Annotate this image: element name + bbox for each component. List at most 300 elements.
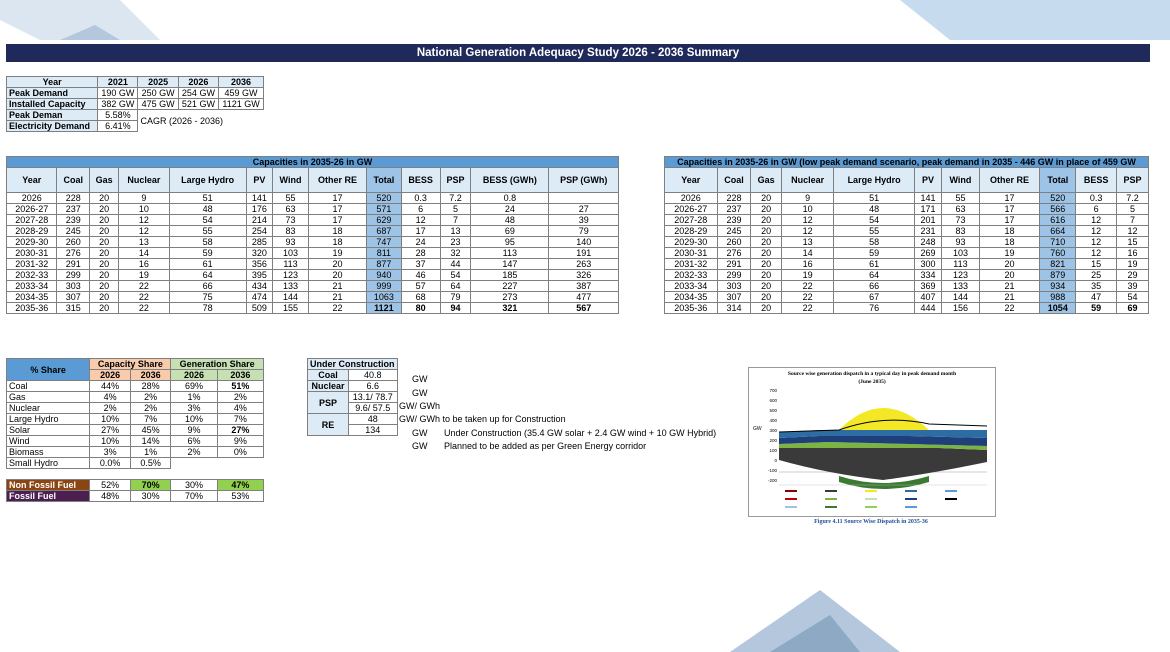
cap-table-cell: 0.8 <box>471 193 549 204</box>
share-cell: 1% <box>130 447 171 458</box>
cap-table-cell: 0.3 <box>401 193 440 204</box>
cap-table-cell: 23 <box>440 237 471 248</box>
share-row-label: Small Hydro <box>7 458 90 469</box>
figure-ylabel: GW <box>753 426 762 432</box>
share-cell: 51% <box>217 381 263 392</box>
cap-table-cell: 6 <box>401 204 440 215</box>
share-cell: 3% <box>171 403 217 414</box>
summary-cell: 250 GW <box>138 88 178 99</box>
uc-coal-unit: GW <box>412 374 428 384</box>
low-table-row <box>665 281 1149 292</box>
low-table-header-cell: PV <box>914 168 942 193</box>
share-cell: 9% <box>217 436 263 447</box>
cap-table-cell: 263 <box>549 259 619 270</box>
share-cell: 14% <box>130 436 171 447</box>
cap-table-cell: 18 <box>308 237 366 248</box>
low-table-cell: 291 <box>717 259 751 270</box>
cap-table-cell: 68 <box>401 292 440 303</box>
share-cell: 7% <box>130 414 171 425</box>
low-table-cell: 21 <box>979 292 1040 303</box>
cap-table-header-cell: PSP <box>440 168 471 193</box>
cap-table-cell: 214 <box>246 215 273 226</box>
uc-nuclear-unit: GW <box>412 388 428 398</box>
cap-table-cell: 2033-34 <box>7 281 57 292</box>
cap-table-cell: 20 <box>89 226 118 237</box>
low-table-row <box>665 259 1149 270</box>
cap-table-row <box>7 303 619 314</box>
cap-table-cell: 140 <box>549 237 619 248</box>
low-table-cell: 2026-27 <box>665 204 718 215</box>
low-table-cell: 55 <box>942 193 979 204</box>
cap-table-cell: 13 <box>119 237 169 248</box>
low-table-cell: 2028-29 <box>665 226 718 237</box>
cap-table-cell: 113 <box>273 259 309 270</box>
low-table-cell: 879 <box>1040 270 1076 281</box>
summary-header-2026: 2026 <box>178 77 218 88</box>
cap-table-cell: 273 <box>471 292 549 303</box>
uc-nuclear-value: 6.6 <box>348 381 397 392</box>
cap-table-cell: 93 <box>273 237 309 248</box>
low-table-cell: 14 <box>781 248 834 259</box>
low-table-cell: 10 <box>781 204 834 215</box>
share-row <box>7 447 264 458</box>
cap-table-cell: 57 <box>401 281 440 292</box>
low-table-cell: 16 <box>781 259 834 270</box>
low-table-cell: 5 <box>1116 204 1148 215</box>
share-cell: 28% <box>130 381 171 392</box>
cap-table-cell: 22 <box>119 292 169 303</box>
cap-table-cell: 18 <box>308 226 366 237</box>
uc-psp-note: GW/ GWh to be taken up for Construction <box>399 414 566 424</box>
low-table-cell: 20 <box>979 270 1040 281</box>
cagr-value: 5.58% <box>98 110 138 121</box>
figure-ytick: 300 <box>769 428 777 433</box>
low-table-cell: 710 <box>1040 237 1076 248</box>
fuel-cell: 70% <box>171 491 217 502</box>
cap-table-cell: 17 <box>308 193 366 204</box>
low-table-cell: 2030-31 <box>665 248 718 259</box>
low-table-cell: 269 <box>914 248 942 259</box>
cap-table-cell: 999 <box>367 281 401 292</box>
share-cell: 2% <box>130 392 171 403</box>
low-table-cell: 73 <box>942 215 979 226</box>
cap-table-cell: 54 <box>440 270 471 281</box>
share-cell: 4% <box>217 403 263 414</box>
cap-table-cell: 687 <box>367 226 401 237</box>
uc-row <box>308 414 398 425</box>
cap-table-cell: 20 <box>89 193 118 204</box>
cap-table-cell: 123 <box>273 270 309 281</box>
cap-table-cell: 95 <box>471 237 549 248</box>
cap-table-cell: 2032-33 <box>7 270 57 281</box>
cap-table-row <box>7 204 619 215</box>
cap-table-cell: 239 <box>57 215 90 226</box>
uc-title: Under Construction <box>308 359 398 370</box>
low-table-cell: 171 <box>914 204 942 215</box>
summary-cell: 475 GW <box>138 99 178 110</box>
low-table-cell: 123 <box>942 270 979 281</box>
cap-table-cell: 37 <box>401 259 440 270</box>
low-table-cell: 54 <box>1116 292 1148 303</box>
low-table-cell: 300 <box>914 259 942 270</box>
cagr-value: 6.41% <box>98 121 138 132</box>
cap-table-header-cell: PSP (GWh) <box>549 168 619 193</box>
low-table-cell: 20 <box>751 204 781 215</box>
low-table-cell: 2032-33 <box>665 270 718 281</box>
fuel-cell: 47% <box>217 480 263 491</box>
low-table-cell: 59 <box>834 248 914 259</box>
figure-yticks <box>761 388 779 483</box>
low-table-cell: 20 <box>751 215 781 226</box>
cap-table-cell: 321 <box>471 303 549 314</box>
cap-table-cell: 12 <box>119 215 169 226</box>
low-table-cell: 22 <box>781 303 834 314</box>
cap-table-header-cell: Nuclear <box>119 168 169 193</box>
low-table-cell: 22 <box>781 292 834 303</box>
low-table-cell: 20 <box>751 281 781 292</box>
cap-table-cell: 69 <box>471 226 549 237</box>
fuel-cell: 70% <box>130 480 171 491</box>
share-row-label: Coal <box>7 381 90 392</box>
share-cell: 2% <box>217 392 263 403</box>
share-cell: 2% <box>90 403 131 414</box>
cap-table-header-row <box>7 168 619 193</box>
uc-re-note: Under Construction (35.4 GW solar + 2.4 GW wind + 10 GW Hybrid) <box>444 428 717 438</box>
cap-table-cell: 12 <box>401 215 440 226</box>
low-table-cell: 61 <box>834 259 914 270</box>
cap-table-cell: 24 <box>471 204 549 215</box>
low-table-cell: 12 <box>781 226 834 237</box>
cap-table-cell: 20 <box>308 270 366 281</box>
cap-table-cell: 61 <box>169 259 246 270</box>
cap-table-caption: Capacities in 2035-26 in GW <box>7 157 619 168</box>
cap-table-cell: 2031-32 <box>7 259 57 270</box>
page-title: National Generation Adequacy Study 2026 - 2036 Summary <box>6 44 1150 62</box>
share-cell <box>217 458 263 469</box>
low-table-cell: 66 <box>834 281 914 292</box>
low-table-cell: 22 <box>781 281 834 292</box>
cap-table-row <box>7 215 619 226</box>
share-row <box>7 458 264 469</box>
cap-table-cell: 747 <box>367 237 401 248</box>
cagr-row <box>7 110 264 121</box>
cap-table-cell: 22 <box>119 281 169 292</box>
low-table-cell: 20 <box>979 259 1040 270</box>
cap-table-cell: 20 <box>89 259 118 270</box>
cap-table-cell: 20 <box>89 270 118 281</box>
figure-legend <box>779 486 989 514</box>
cap-table-cell: 434 <box>246 281 273 292</box>
share-row-label: Biomass <box>7 447 90 458</box>
low-table-cell: 988 <box>1040 292 1076 303</box>
low-table-row <box>665 215 1149 226</box>
low-table-cell: 20 <box>751 303 781 314</box>
share-row <box>7 403 264 414</box>
capacities-table <box>6 156 619 314</box>
summary-cell: 382 GW <box>98 99 138 110</box>
summary-row <box>7 88 264 99</box>
low-table-cell: 2033-34 <box>665 281 718 292</box>
share-row <box>7 414 264 425</box>
cap-table-cell: 147 <box>471 259 549 270</box>
figure-ytick: 500 <box>769 408 777 413</box>
cap-table-cell: 28 <box>401 248 440 259</box>
low-table-cell: 934 <box>1040 281 1076 292</box>
cap-table-cell: 307 <box>57 292 90 303</box>
cap-table-cell: 22 <box>119 303 169 314</box>
cap-table-cell: 78 <box>169 303 246 314</box>
cap-table-cell: 245 <box>57 226 90 237</box>
low-table-cell: 369 <box>914 281 942 292</box>
low-table-cell: 156 <box>942 303 979 314</box>
low-table-cell: 12 <box>1076 248 1117 259</box>
low-table-cell: 2027-28 <box>665 215 718 226</box>
uc-coal-label: Coal <box>308 370 349 381</box>
uc-title-row <box>308 359 398 370</box>
cap-table-cell: 51 <box>169 193 246 204</box>
cap-table-cell: 141 <box>246 193 273 204</box>
uc-coal-value: 40.8 <box>348 370 397 381</box>
share-cell: 27% <box>217 425 263 436</box>
low-table-cell: 12 <box>1076 237 1117 248</box>
low-table-cell: 47 <box>1076 292 1117 303</box>
share-cell: 2% <box>171 447 217 458</box>
cap-table-cell: 21 <box>308 281 366 292</box>
share-title: % Share <box>7 359 90 381</box>
low-table-cell: 1054 <box>1040 303 1076 314</box>
low-table-cell: 69 <box>1116 303 1148 314</box>
cap-table-cell: 17 <box>308 204 366 215</box>
cap-table-cell: 13 <box>440 226 471 237</box>
low-table-header-cell: Large Hydro <box>834 168 914 193</box>
cap-table-cell: 19 <box>308 248 366 259</box>
share-header-row <box>7 359 264 370</box>
low-table-cell: 307 <box>717 292 751 303</box>
figure-ytick: -100 <box>767 468 777 473</box>
low-table-row <box>665 292 1149 303</box>
cap-table-cell: 387 <box>549 281 619 292</box>
uc-re-unit: GW <box>412 441 428 451</box>
cap-table-cell: 79 <box>440 292 471 303</box>
low-table-cell: 17 <box>979 204 1040 215</box>
cap-table-cell: 260 <box>57 237 90 248</box>
share-row-label: Gas <box>7 392 90 403</box>
low-table-cell: 303 <box>717 281 751 292</box>
under-construction-table <box>307 358 398 436</box>
summary-header-2021: 2021 <box>98 77 138 88</box>
cap-table-cell: 22 <box>308 303 366 314</box>
uc-psp-label: PSP <box>308 392 349 414</box>
cap-table-cell: 14 <box>119 248 169 259</box>
cap-table-cell: 20 <box>89 248 118 259</box>
cap-table-cell: 320 <box>246 248 273 259</box>
uc-re-note: Planned to be added as per Green Energy corridor <box>444 441 647 451</box>
cap-table-cell: 2035-36 <box>7 303 57 314</box>
low-table-cell: 20 <box>751 270 781 281</box>
fuel-cell: 53% <box>217 491 263 502</box>
cap-table-cell: 811 <box>367 248 401 259</box>
low-table-cell: 20 <box>751 248 781 259</box>
cap-table-header-cell: Year <box>7 168 57 193</box>
low-table-cell: 2026 <box>665 193 718 204</box>
cap-table-cell: 12 <box>119 226 169 237</box>
cap-table-cell: 113 <box>471 248 549 259</box>
cap-table-row <box>7 226 619 237</box>
share-year-cell: 2026 <box>171 370 217 381</box>
cap-table-cell: 356 <box>246 259 273 270</box>
low-table-cell: 15 <box>1076 259 1117 270</box>
cap-table-header-cell: Gas <box>89 168 118 193</box>
fuel-cell: 48% <box>90 491 131 502</box>
cap-table-cell: 2026 <box>7 193 57 204</box>
share-cell: 2% <box>130 403 171 414</box>
low-table-cell: 20 <box>751 226 781 237</box>
cap-table-header-cell: PV <box>246 168 273 193</box>
figure-ytick: 400 <box>769 418 777 423</box>
cap-table-cell: 276 <box>57 248 90 259</box>
coal-area <box>779 446 987 480</box>
cap-table-cell: 1121 <box>367 303 401 314</box>
cap-table-cell: 94 <box>440 303 471 314</box>
share-cell: 0.0% <box>90 458 131 469</box>
figure-title: Source wise generation dispatch in a typical day in peak demand month <box>787 371 957 377</box>
low-table-cell: 18 <box>979 237 1040 248</box>
cap-table-cell: 9 <box>119 193 169 204</box>
cap-table-cell: 5 <box>440 204 471 215</box>
cap-table-cell: 2030-31 <box>7 248 57 259</box>
uc-row <box>308 392 398 403</box>
low-table-cell: 67 <box>834 292 914 303</box>
cap-table-cell: 291 <box>57 259 90 270</box>
summary-row-label: Peak Demand <box>7 88 98 99</box>
low-table-cell: 48 <box>834 204 914 215</box>
low-table-cell: 228 <box>717 193 751 204</box>
summary-table <box>6 76 264 132</box>
share-cell: 7% <box>217 414 263 425</box>
low-table-cell: 15 <box>1116 237 1148 248</box>
uc-nuclear-label: Nuclear <box>308 381 349 392</box>
cap-table-header-cell: Large Hydro <box>169 168 246 193</box>
summary-header-row <box>7 77 264 88</box>
cap-table-cell: 254 <box>246 226 273 237</box>
low-table-header-cell: Total <box>1040 168 1076 193</box>
low-table-cell: 133 <box>942 281 979 292</box>
uc-psp-unit: GW/ GWh <box>399 401 440 411</box>
uc-psp-value: 9.6/ 57.5 <box>348 403 397 414</box>
low-table-cell: 63 <box>942 204 979 215</box>
low-table-cell: 12 <box>781 215 834 226</box>
share-cell: 0.5% <box>130 458 171 469</box>
summary-cell: 190 GW <box>98 88 138 99</box>
uc-re-value: 134 <box>348 425 397 436</box>
cap-table-header-cell: Other RE <box>308 168 366 193</box>
cap-table-cell: 103 <box>273 248 309 259</box>
cap-table-cell: 509 <box>246 303 273 314</box>
cap-table-cell: 63 <box>273 204 309 215</box>
cap-table-cell: 227 <box>471 281 549 292</box>
cap-table-cell: 83 <box>273 226 309 237</box>
low-table-cell: 12 <box>1116 226 1148 237</box>
cap-table-cell: 20 <box>89 204 118 215</box>
share-cell: 9% <box>171 425 217 436</box>
share-cell: 69% <box>171 381 217 392</box>
low-table-caption: Capacities in 2035-26 in GW (low peak demand scenario, peak demand in 2035 - 446 GW in place of 459 GW <box>665 157 1149 168</box>
figure-ytick: 0 <box>774 458 777 463</box>
cap-table-cell: 237 <box>57 204 90 215</box>
cagr-row-label: Electricity Demand <box>7 121 98 132</box>
cagr-label: CAGR (2026 - 2036) <box>140 115 224 126</box>
low-scenario-capacities-table <box>664 156 1149 314</box>
low-table-caption-row <box>665 157 1149 168</box>
cap-table-row <box>7 193 619 204</box>
low-table-cell: 7.2 <box>1116 193 1148 204</box>
cap-table-cell: 2028-29 <box>7 226 57 237</box>
cagr-row-label: Peak Deman <box>7 110 98 121</box>
low-table-cell: 201 <box>914 215 942 226</box>
fuel-row <box>7 491 264 502</box>
cap-table-header-cell: BESS (GWh) <box>471 168 549 193</box>
summary-row <box>7 99 264 110</box>
cap-table-cell: 54 <box>169 215 246 226</box>
cap-table-cell: 144 <box>273 292 309 303</box>
low-table-cell: 2029-30 <box>665 237 718 248</box>
low-table-cell: 76 <box>834 303 914 314</box>
cap-table-cell: 155 <box>273 303 309 314</box>
share-row-label: Large Hydro <box>7 414 90 425</box>
low-table-header-cell: PSP <box>1116 168 1148 193</box>
low-table-cell: 2034-35 <box>665 292 718 303</box>
share-cell: 45% <box>130 425 171 436</box>
share-row-label: Solar <box>7 425 90 436</box>
low-table-cell: 13 <box>781 237 834 248</box>
cap-table-cell: 228 <box>57 193 90 204</box>
low-table-cell: 7 <box>1116 215 1148 226</box>
cap-table-cell: 24 <box>401 237 440 248</box>
low-table-header-cell: Nuclear <box>781 168 834 193</box>
share-year-cell: 2026 <box>90 370 131 381</box>
cap-table-row <box>7 248 619 259</box>
low-table-cell: 21 <box>979 281 1040 292</box>
low-table-cell: 59 <box>1076 303 1117 314</box>
low-table-cell: 83 <box>942 226 979 237</box>
low-table-cell: 407 <box>914 292 942 303</box>
cap-table-cell: 2026-27 <box>7 204 57 215</box>
cap-table-cell: 2034-35 <box>7 292 57 303</box>
low-table-cell: 17 <box>979 193 1040 204</box>
cap-table-header-cell: Wind <box>273 168 309 193</box>
cap-table-cell: 19 <box>119 270 169 281</box>
cap-table-cell: 299 <box>57 270 90 281</box>
low-table-cell: 248 <box>914 237 942 248</box>
low-table-cell: 19 <box>781 270 834 281</box>
cap-table-cell: 7 <box>440 215 471 226</box>
cap-table-cell: 20 <box>89 215 118 226</box>
share-row <box>7 425 264 436</box>
cap-table-cell: 20 <box>89 292 118 303</box>
cap-table-caption-row <box>7 157 619 168</box>
low-table-cell: 237 <box>717 204 751 215</box>
low-table-cell: 20 <box>751 292 781 303</box>
share-row <box>7 436 264 447</box>
figure-ytick: 700 <box>769 388 777 393</box>
share-year-cell: 2036 <box>130 370 171 381</box>
figure-ytick: 600 <box>769 398 777 403</box>
summary-header-2036: 2036 <box>219 77 264 88</box>
low-table-cell: 12 <box>1076 226 1117 237</box>
share-year-cell: 2036 <box>217 370 263 381</box>
summary-row-label: Installed Capacity <box>7 99 98 110</box>
uc-re-value: 48 <box>348 414 397 425</box>
